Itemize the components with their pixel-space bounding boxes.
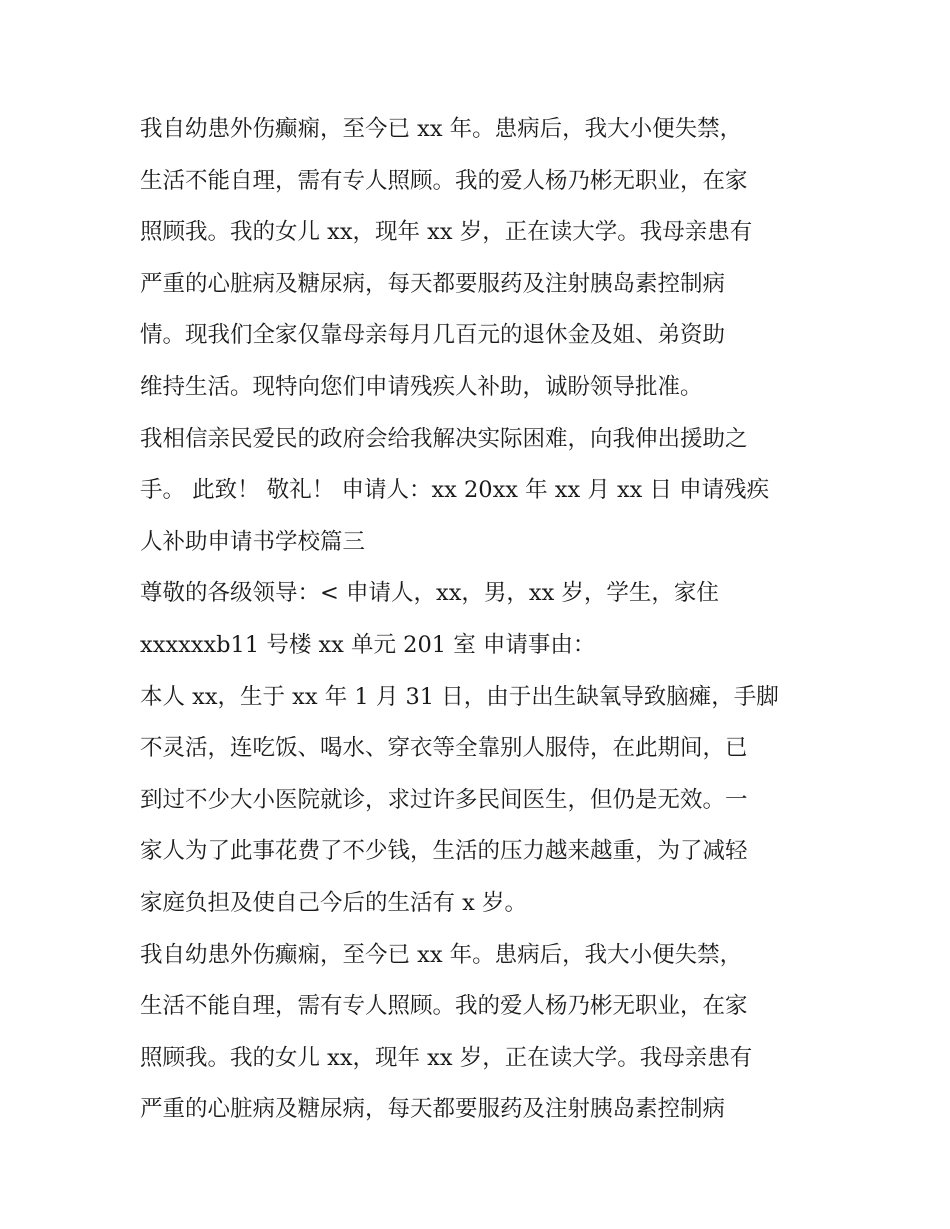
text-line: xxxxxxb11 号楼 xx 单元 201 室 申请事由：	[140, 631, 596, 658]
document-body	[140, 104, 820, 1136]
text-line: 严重的心脏病及糖尿病，每天都要服药及注射胰岛素控制病	[140, 270, 726, 297]
text-line: 我自幼患外伤癫痫，至今已 xx 年。患病后，我大小便失禁，	[140, 116, 743, 142]
text-line: 情。现我们全家仅靠母亲每月几百元的退休金及姐、弟资助	[140, 322, 726, 349]
text-line: 手。 此致！ 敬礼！ 申请人：xx 20xx 年 xx 月 xx 日 申请残疾	[140, 477, 770, 504]
text-line: 家人为了此事花费了不少钱，生活的压力越来越重，为了减轻	[140, 838, 748, 865]
text-line: 生活不能自理，需有专人照顾。我的爱人杨乃彬无职业，在家	[140, 167, 748, 194]
text-line: 人补助申请书学校篇三	[140, 528, 366, 555]
text-line: 不灵活，连吃饭、喝水、穿衣等全靠别人服侍，在此期间，已	[140, 735, 748, 762]
text-line: 照顾我。我的女儿 xx，现年 xx 岁，正在读大学。我母亲患有	[140, 219, 753, 246]
text-line: 生活不能自理，需有专人照顾。我的爱人杨乃彬无职业，在家	[140, 993, 748, 1020]
text-line: 我自幼患外伤癫痫，至今已 xx 年。患病后，我大小便失禁，	[140, 941, 743, 968]
text-line: 到过不少大小医院就诊，求过许多民间医生，但仍是无效。一	[140, 786, 748, 813]
text-line: 照顾我。我的女儿 xx，现年 xx 岁，正在读大学。我母亲患有	[140, 1044, 753, 1071]
text-line: 尊敬的各级领导：< 申请人，xx，男，xx 岁，学生，家住	[140, 580, 719, 607]
text-line: 维持生活。现特向您们申请残疾人补助，诚盼领导批准。	[140, 373, 703, 400]
text-line: 严重的心脏病及糖尿病，每天都要服药及注射胰岛素控制病	[140, 1096, 726, 1123]
text-line: 家庭负担及使自己今后的生活有 x 岁。	[140, 889, 527, 916]
text-line: 本人 xx，生于 xx 年 1 月 31 日，由于出生缺氧导致脑瘫，手脚	[140, 683, 779, 710]
text-line: 我相信亲民爱民的政府会给我解决实际困难，向我伸出援助之	[140, 425, 748, 452]
